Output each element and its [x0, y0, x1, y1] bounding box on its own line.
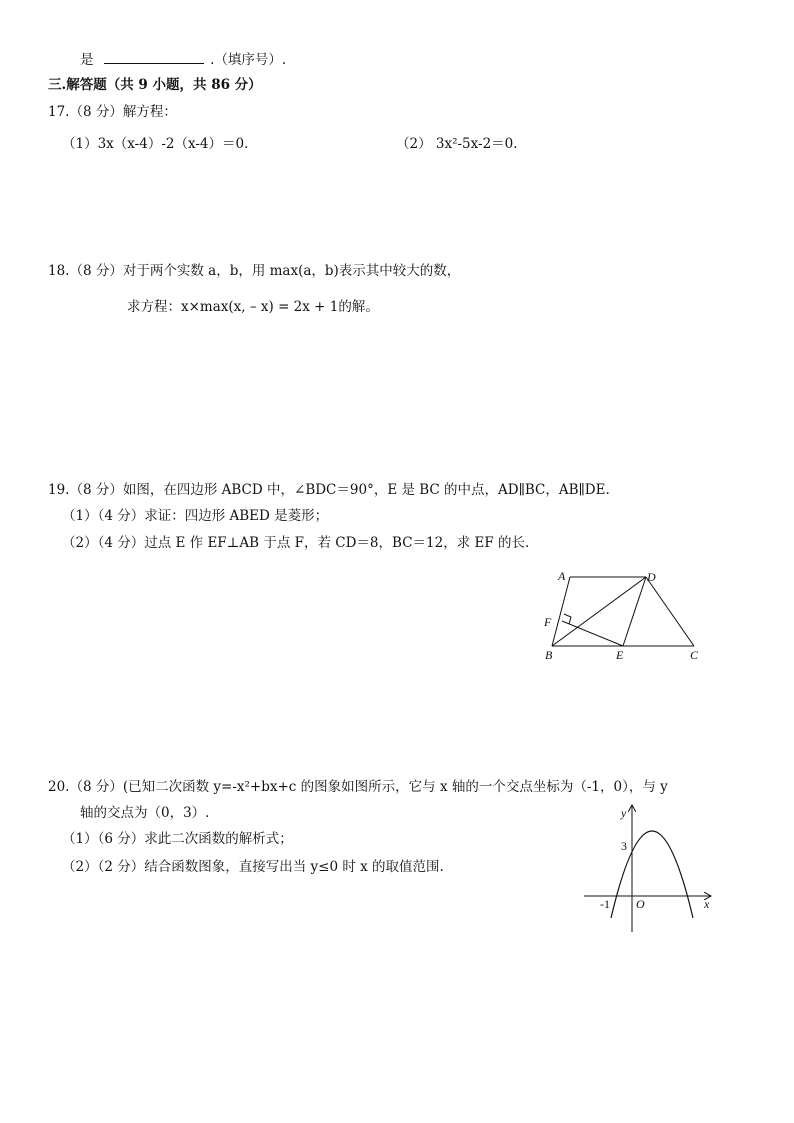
section-title: 三.解答题（共 9 小题，共 86 分）	[48, 77, 262, 93]
three-label: 3	[621, 839, 627, 853]
label-d: D	[647, 570, 656, 584]
answer-blank[interactable]	[104, 50, 204, 64]
quadrilateral-figure	[538, 566, 708, 666]
parabola-graph	[580, 800, 720, 940]
neg-one-label: -1	[600, 897, 610, 911]
segment-ab	[552, 577, 570, 646]
q18-equation: 求方程：x×max(x, – x) = 2x + 1的解。	[127, 299, 379, 315]
q17-head: 17.（8 分）解方程：	[48, 104, 177, 120]
label-c: C	[690, 648, 699, 662]
answer-blank-line	[80, 50, 286, 69]
q19-part2: （2）（4 分）过点 E 作 EF⊥AB 于点 F，若 CD＝8，BC＝12，求 EF 的长.	[62, 535, 530, 551]
q19-head: 19.（8 分）如图，在四边形 ABCD 中，∠BDC＝90°，E 是 BC 的中点，AD∥BC，AB∥DE.	[48, 482, 610, 498]
segment-ed	[623, 577, 646, 646]
answer-suffix: .（填序号）.	[210, 52, 287, 68]
q18-head: 18.（8 分）对于两个实数 a，b，用 max(a，b)表示其中较大的数，	[48, 263, 461, 279]
q20-head: 20.（8 分）(已知二次函数 y=-x²+bx+c 的图象如图所示，它与 x 轴的一个交点坐标为（-1，0），与 y	[48, 779, 668, 795]
q20-part1: （1）（6 分）求此二次函数的解析式；	[62, 831, 293, 847]
q20-head-continued: 轴的交点为（0，3）.	[80, 805, 210, 821]
y-axis-label: y	[621, 806, 627, 820]
q17-part2: （2） 3x²-5x-2＝0.	[396, 136, 518, 152]
origin-label: O	[636, 897, 645, 911]
q20-part2: （2）（2 分）结合函数图象，直接写出当 y≤0 时 x 的取值范围.	[62, 859, 444, 875]
q19-part1: （1）（4 分）求证：四边形 ABED 是菱形；	[62, 508, 329, 524]
label-f: F	[544, 615, 552, 629]
segment-fe	[562, 621, 623, 646]
label-e: E	[616, 648, 624, 662]
q17-part1: （1）3x（x-4）-2（x-4）＝0.	[62, 136, 249, 152]
answer-prefix: 是	[80, 52, 94, 68]
label-b: B	[545, 648, 553, 662]
segment-dc	[646, 577, 694, 646]
x-axis-label: x	[704, 897, 710, 911]
label-a: A	[558, 569, 566, 583]
